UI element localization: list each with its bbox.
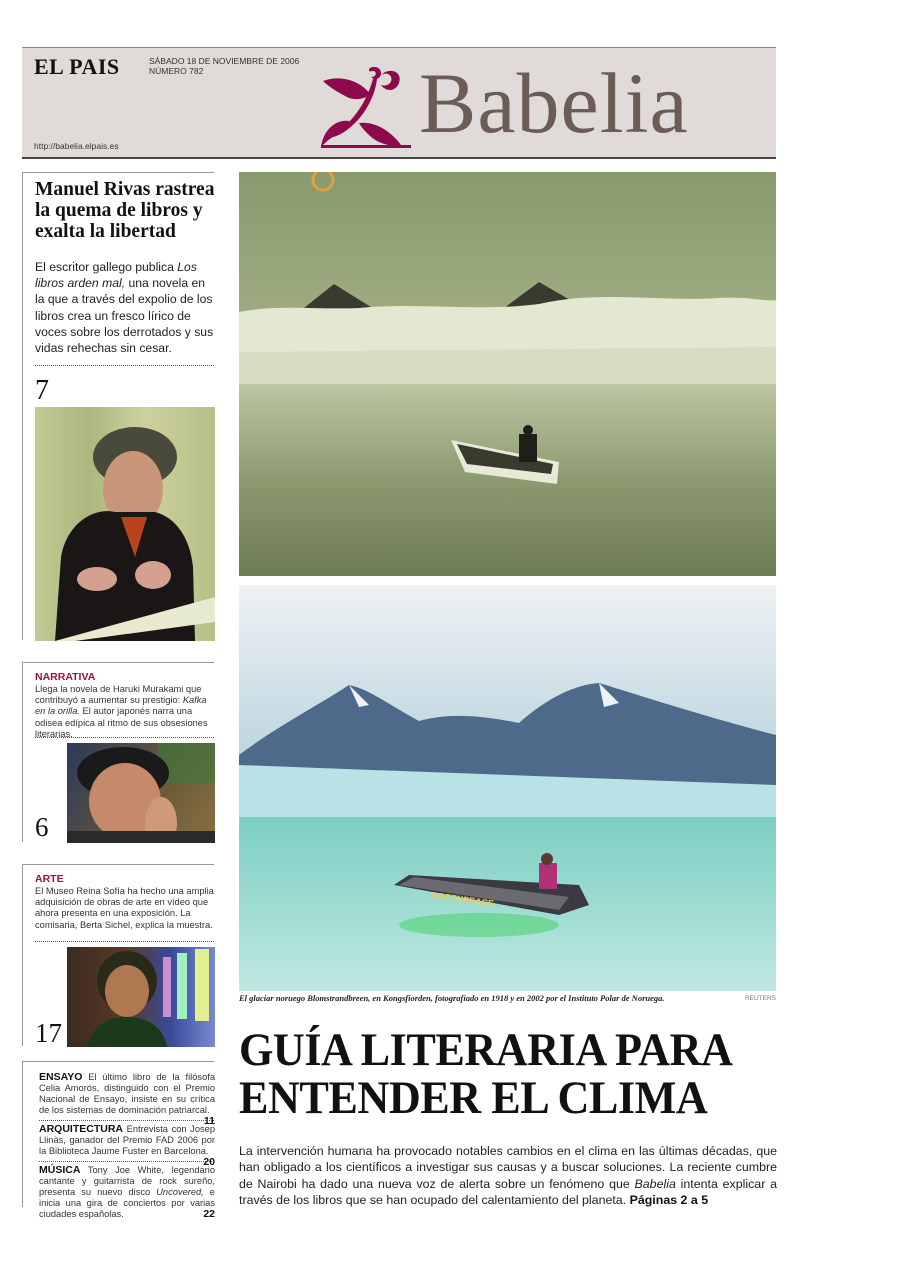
publication-name: Babelia bbox=[634, 1176, 676, 1191]
section-label-arquitectura: ARQUITECTURA bbox=[39, 1123, 123, 1135]
brief-text: e inicia una gira de conciertos por varias ciudades españolas. bbox=[39, 1187, 215, 1219]
issue-date: SÁBADO 18 DE NOVIEMBRE DE 2006 bbox=[149, 56, 300, 66]
issue-number: NÚMERO 782 bbox=[149, 66, 204, 76]
cover-headline[interactable] bbox=[239, 1026, 765, 1122]
dotted-divider bbox=[39, 1120, 214, 1121]
glacier-1918-illustration bbox=[239, 172, 776, 576]
author-photo-murakami bbox=[67, 743, 215, 843]
page-number[interactable]: 17 bbox=[35, 1018, 62, 1048]
newspaper-logo[interactable]: EL PAIS bbox=[34, 54, 120, 79]
site-url[interactable]: http://babelia.elpais.es bbox=[34, 141, 119, 151]
glacier-photo-2002 bbox=[239, 585, 776, 991]
section-label-narrativa: NARRATIVA bbox=[35, 671, 96, 683]
lead-body-text: una novela en la que a través del expolio de los libros crea un fresco lírico de voces sobre los derrotados y sus vidas rehechas sin cesar. bbox=[35, 276, 214, 356]
page-number[interactable]: 22 bbox=[203, 1208, 215, 1220]
narrativa-text: Llega la novela de Haruki Murakami que contribuyó a aumentar su prestigio: bbox=[35, 684, 202, 706]
narrativa-text: El autor japonés narra una odisea edípica al ritmo de sus obsesiones literarias. bbox=[35, 706, 208, 739]
cover-standfirst bbox=[239, 1143, 777, 1208]
dotted-divider bbox=[35, 941, 214, 942]
portrait-illustration bbox=[35, 407, 215, 641]
brief-text: Tony Joe White, legendario cantante y guitarrista de rock sureño, presenta su nuevo disco bbox=[39, 1165, 215, 1197]
lead-story[interactable] bbox=[22, 172, 214, 640]
masthead bbox=[22, 47, 776, 159]
dotted-divider bbox=[35, 737, 214, 738]
photo-caption: El glaciar noruego Blomstrandbreen, en Kongsfiorden, fotografiado en 1918 y en 2002 por el Instituto Polar de Noruega. bbox=[239, 993, 665, 1003]
photo-credit: REUTERS bbox=[744, 995, 776, 1002]
dateline bbox=[149, 56, 299, 76]
fleur-ornament-icon bbox=[319, 65, 415, 151]
standfirst-text: La intervención humana ha provocado notables cambios en el clima en las últimas décadas, que han obligado a los científicos a investigar sus causas y a buscar soluciones. La reciente cumbre de Nairobi ha dado una nueva voz de alerta sobre un fenómeno que bbox=[239, 1144, 777, 1191]
lead-story-body bbox=[35, 259, 217, 356]
album-title: Uncovered, bbox=[156, 1187, 204, 1197]
lead-body-text: El escritor gallego publica bbox=[35, 260, 178, 274]
book-title: Kafka en la orilla. bbox=[35, 695, 207, 717]
page-number[interactable]: 6 bbox=[35, 812, 49, 842]
headline-line: GUÍA LITERARIA PARA bbox=[239, 1024, 733, 1076]
headline-line: ENTENDER EL CLIMA bbox=[239, 1072, 708, 1124]
briefs-list bbox=[22, 1061, 215, 1220]
dotted-divider bbox=[35, 365, 214, 366]
page-reference[interactable]: Páginas 2 a 5 bbox=[629, 1192, 709, 1207]
portrait-illustration bbox=[67, 947, 215, 1047]
brief-text: El último libro de la filósofa Celia Amorós, distinguido con el Premio Nacional de Ensayo, insiste en su crítica de los sistemas de dominación patriarcal. bbox=[39, 1072, 215, 1115]
author-photo-rivas bbox=[35, 407, 215, 641]
narrativa-teaser[interactable] bbox=[22, 662, 214, 842]
dotted-divider bbox=[39, 1161, 214, 1162]
lead-story-title[interactable]: Manuel Rivas rastrea la quema de libros y exalta la libertad bbox=[35, 179, 215, 242]
arte-body: El Museo Reina Sofía ha hecho una amplia adquisición de obras de arte en vídeo que ahora presenta en una exposición. La comisaria, Berta Sichel, explica la muestra. bbox=[35, 886, 214, 930]
brief-text: Entrevista con Josep Llinàs, ganador del Premio FAD 2006 por la Biblioteca Jaume Fuster en Barcelona. bbox=[39, 1124, 215, 1156]
boat-label: GREENPEACE bbox=[430, 890, 495, 909]
page-number[interactable]: 20 bbox=[203, 1156, 215, 1168]
section-label-musica: MÚSICA bbox=[39, 1164, 81, 1176]
glacier-2002-illustration bbox=[239, 585, 776, 991]
standfirst-text: intenta explicar a través de los libros que se han ocupado del calentamiento del planeta. bbox=[239, 1176, 777, 1207]
brief-ensayo[interactable] bbox=[39, 1072, 215, 1127]
book-title: Los libros arden mal, bbox=[35, 260, 197, 291]
portrait-photo-sichel bbox=[67, 947, 215, 1047]
glacier-photo-1918 bbox=[239, 172, 776, 576]
portrait-illustration bbox=[67, 743, 215, 843]
narrativa-body bbox=[35, 684, 215, 740]
brief-musica[interactable] bbox=[39, 1165, 215, 1220]
section-label-ensayo: ENSAYO bbox=[39, 1071, 83, 1083]
arte-teaser[interactable] bbox=[22, 864, 214, 1046]
page-number[interactable]: 7 bbox=[35, 375, 49, 406]
page-number[interactable]: 11 bbox=[203, 1115, 215, 1127]
section-label-arte: ARTE bbox=[35, 873, 64, 885]
supplement-title[interactable]: Babelia bbox=[419, 55, 689, 151]
